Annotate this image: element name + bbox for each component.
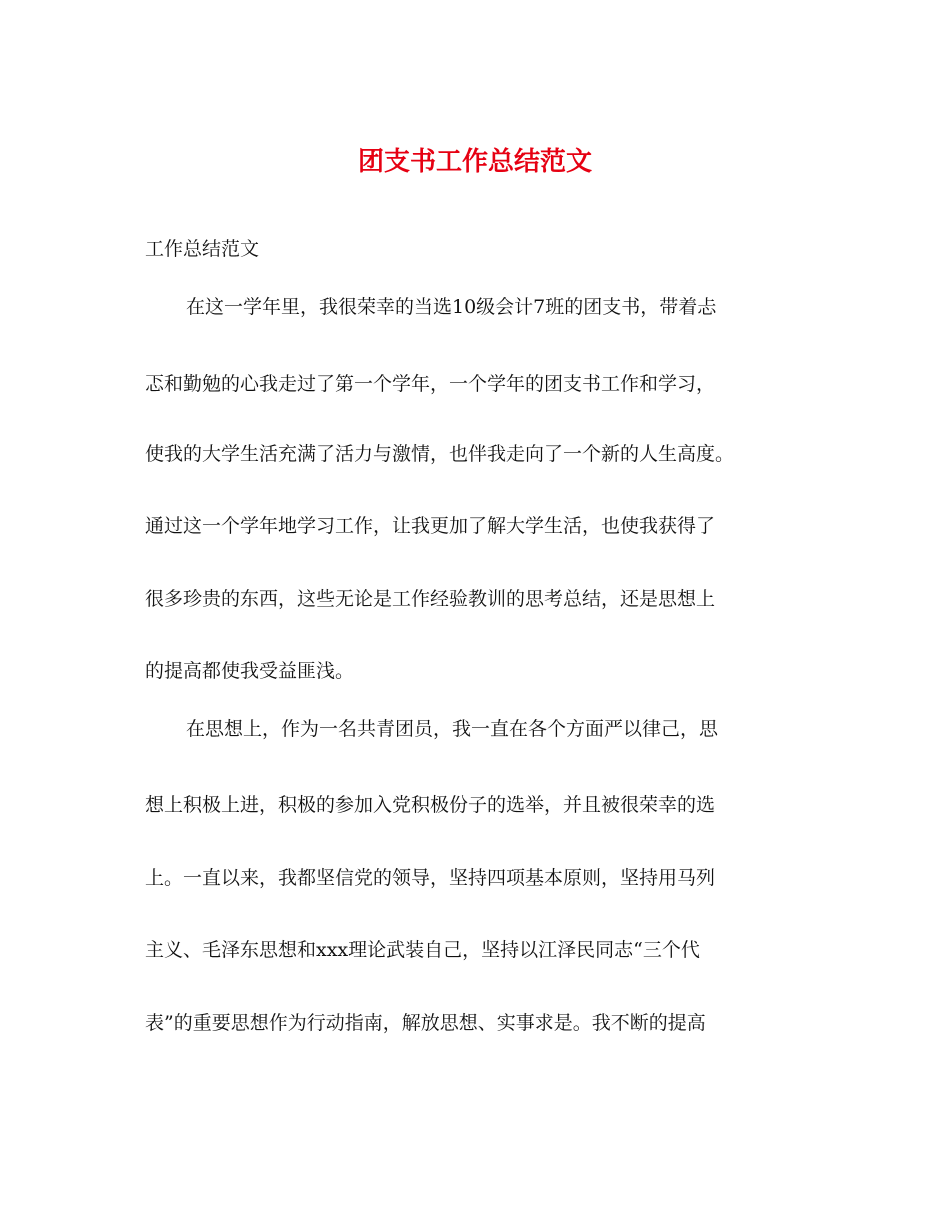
body-line-8: 想上积极上进，积极的参加入党积极份子的选举，并且被很荣幸的选 xyxy=(145,794,716,816)
document-title: 团支书工作总结范文 xyxy=(357,147,592,177)
document-subtitle: 工作总结范文 xyxy=(145,238,260,260)
body-line-7: 在思想上，作为一名共青团员，我一直在各个方面严以律己，思 xyxy=(186,718,719,740)
body-line-5: 很多珍贵的东西，这些无论是工作经验教训的思考总结，还是思想上 xyxy=(145,588,716,610)
body-line-6: 的提高都使我受益匪浅。 xyxy=(145,660,355,682)
body-line-1: 在这一学年里，我很荣幸的当选10级会计7班的团支书，带着忐 xyxy=(186,296,717,318)
body-line-2: 忑和勤勉的心我走过了第一个学年，一个学年的团支书工作和学习， xyxy=(145,373,716,395)
body-line-3: 使我的大学生活充满了活力与激情，也伴我走向了一个新的人生高度。 xyxy=(145,443,735,465)
body-line-4: 通过这一个学年地学习工作，让我更加了解大学生活，也使我获得了 xyxy=(145,515,716,537)
body-line-9: 上。一直以来，我都坚信党的领导，坚持四项基本原则，坚持用马列 xyxy=(145,867,716,889)
body-line-10: 主义、毛泽东思想和xxx理论武装自己，坚持以江泽民同志“三个代 xyxy=(145,939,700,961)
body-line-11: 表”的重要思想作为行动指南，解放思想、实事求是。我不断的提高 xyxy=(145,1012,706,1034)
